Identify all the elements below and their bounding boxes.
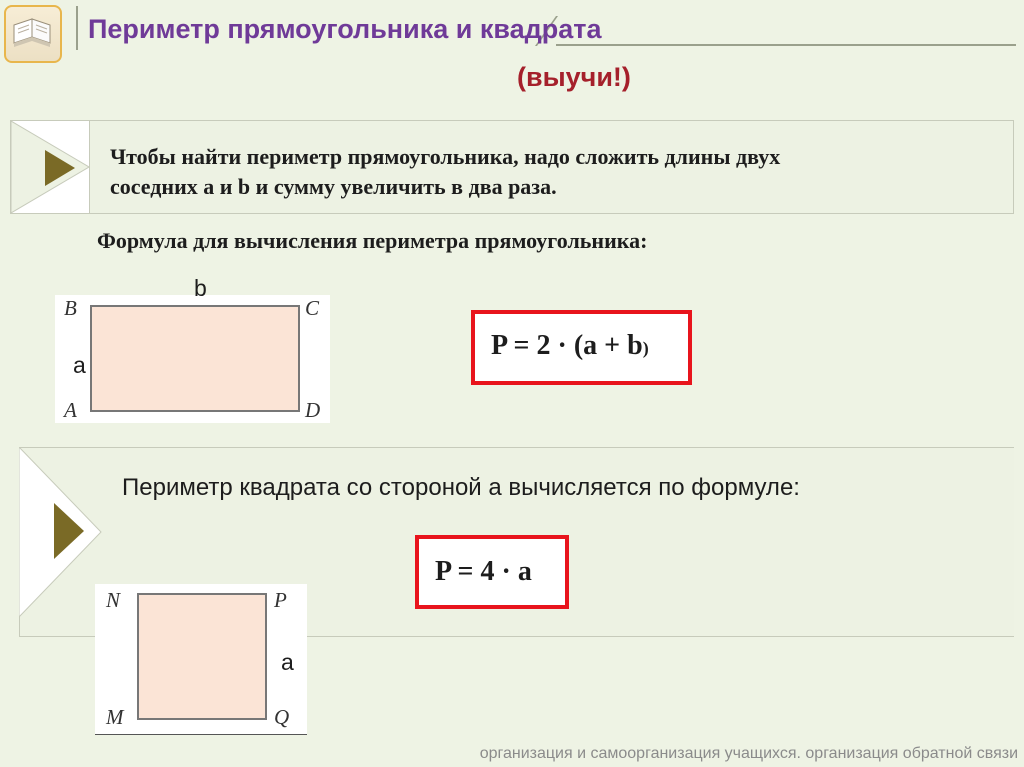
- footer-text: организация и самоорганизация учащихся. организация обратной связи: [479, 745, 1018, 762]
- vertex-C: C: [305, 296, 320, 320]
- rectangle-formula-box: [471, 310, 692, 385]
- rectangle-side-a-label: a: [73, 352, 86, 378]
- book-logo-icon: [4, 5, 62, 63]
- square-figure-baseline: [95, 734, 307, 735]
- square-shape: [137, 593, 267, 720]
- vertex-P: P: [274, 588, 287, 612]
- rectangle-rule-text: [110, 142, 990, 202]
- square-rule-text: Периметр квадрата со стороной а вычисляется по формуле:: [122, 474, 800, 501]
- play-arrow-icon: [54, 503, 84, 564]
- square-side-a-label: a: [281, 649, 294, 675]
- play-arrow-icon: [45, 150, 75, 191]
- vertex-Q: Q: [274, 705, 290, 729]
- vertex-A: A: [64, 398, 77, 422]
- rectangle-side-b-label: b: [194, 275, 207, 301]
- rectangle-rule-line1: Чтобы найти периметр прямоугольника, надо сложить длины двух: [110, 144, 781, 169]
- square-formula-box: [415, 535, 569, 609]
- header-underline: [556, 44, 1016, 46]
- rectangle-rule-line2: соседних a и b и сумму увеличить в два раза.: [110, 174, 557, 199]
- page-subtitle: (выучи!): [517, 62, 631, 92]
- vertex-M: M: [106, 705, 124, 729]
- rectangle-formula-heading: Формула для вычисления периметра прямоугольника:: [97, 228, 648, 253]
- rectangle-formula: P = 2 · (a + b: [491, 330, 643, 361]
- page-title: Периметр прямоугольника и квадрата: [88, 14, 602, 44]
- header-divider: [76, 6, 78, 50]
- rectangle-shape: [90, 305, 300, 412]
- square-formula: P = 4 · a: [435, 556, 532, 587]
- vertex-B: B: [64, 296, 77, 320]
- vertex-D: D: [305, 398, 321, 422]
- rectangle-formula-close: ): [642, 338, 649, 358]
- vertex-N: N: [106, 588, 121, 612]
